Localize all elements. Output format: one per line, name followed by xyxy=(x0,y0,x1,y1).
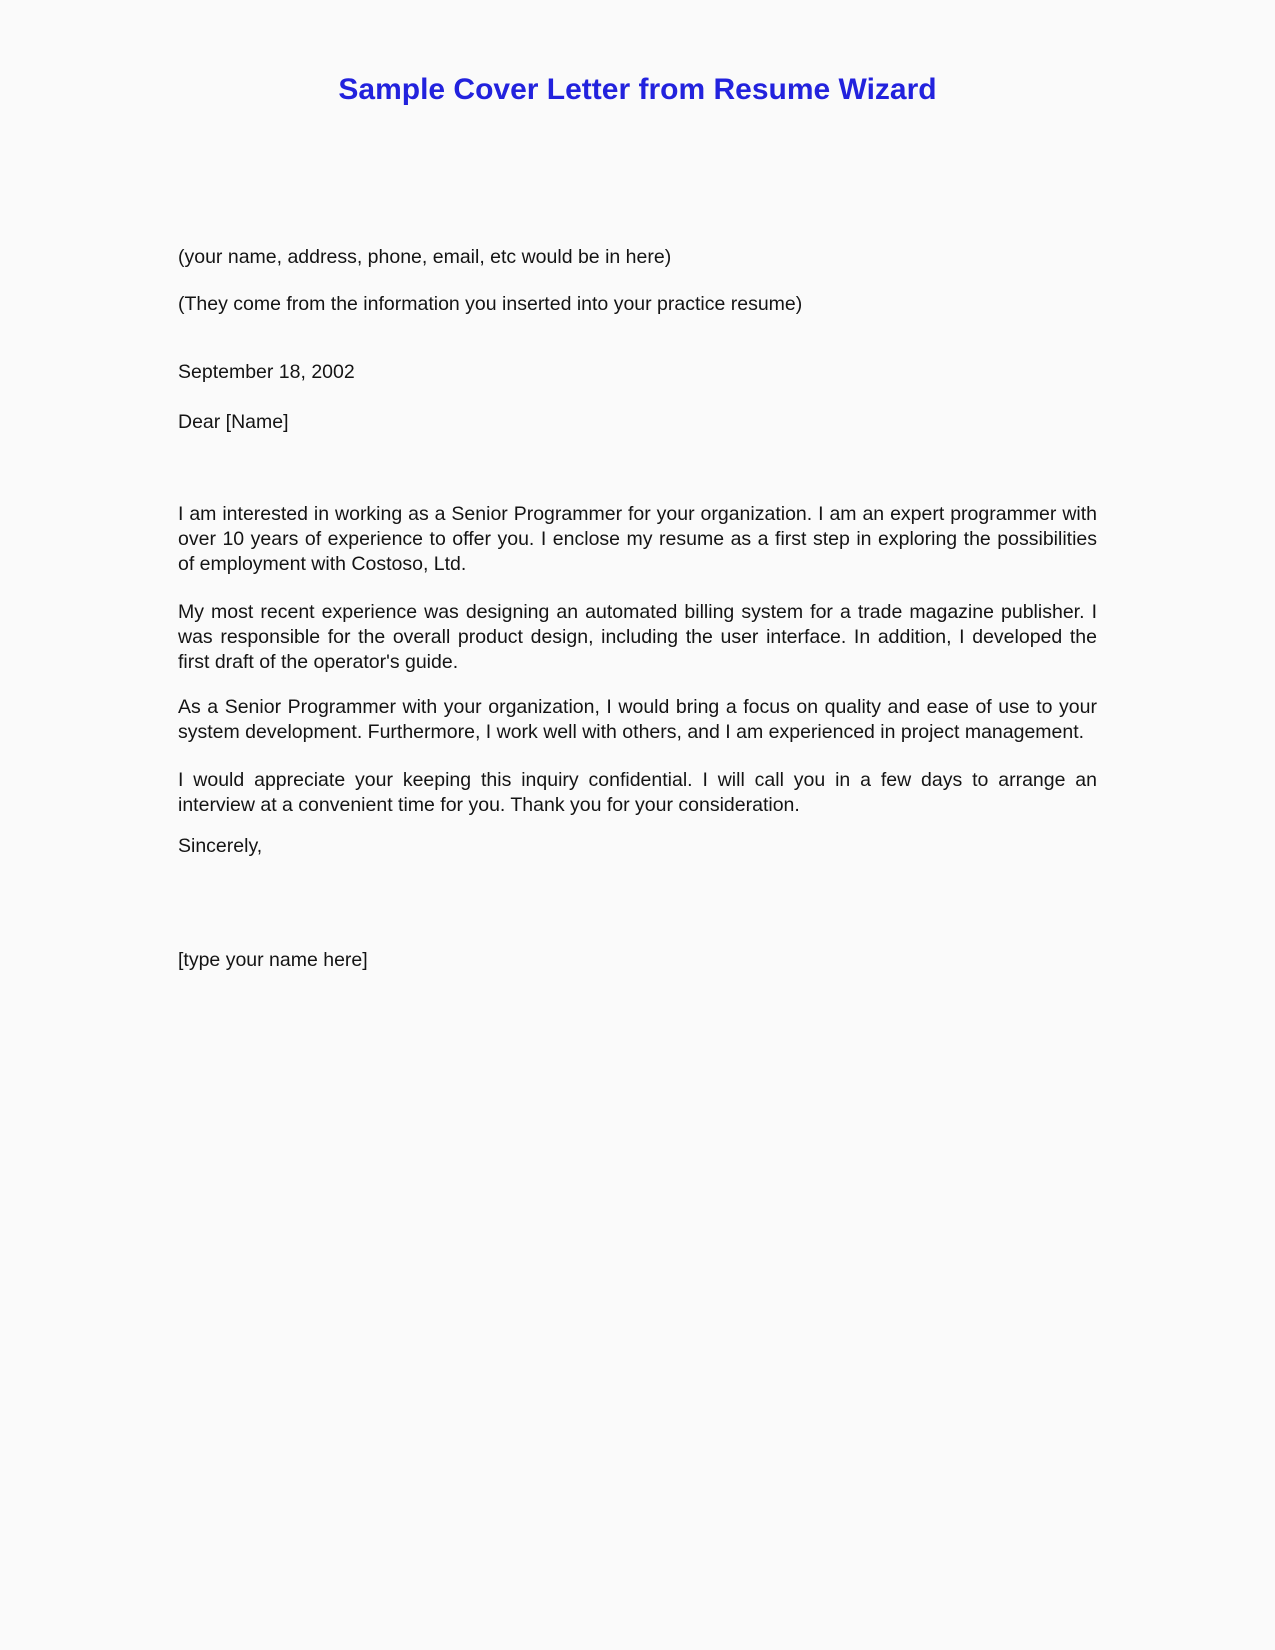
letter-paragraph: I am interested in working as a Senior Programmer for your organization. I am an expert programmer with over 10 years of experience to offer you. I enclose my resume as a first step in exploring the possibilities of employment with Costoso, Ltd. xyxy=(178,503,1097,575)
letter-paragraph: My most recent experience was designing an automated billing system for a trade magazine publisher. I was responsible for the overall product design, including the user interface. In addition, I developed the first draft of the operator's guide. xyxy=(178,601,1097,673)
salutation: Dear [Name] xyxy=(178,411,289,433)
letter-body xyxy=(178,245,1097,973)
address-placeholder-line-2: (They come from the information you inserted into your practice resume) xyxy=(178,293,803,315)
page-title: Sample Cover Letter from Resume Wizard xyxy=(338,73,937,106)
letter-paragraph: As a Senior Programmer with your organization, I would bring a focus on quality and ease of use to your system development. Furthermore, I work well with others, and I am experienced in project management. xyxy=(178,696,1097,743)
closing: Sincerely, xyxy=(178,835,263,857)
address-placeholder-line-1: (your name, address, phone, email, etc would be in here) xyxy=(178,246,672,268)
letter-paragraph: I would appreciate your keeping this inquiry confidential. I will call you in a few days to arrange an interview at a convenient time for you. Thank you for your consideration. xyxy=(178,769,1097,816)
letter-date: September 18, 2002 xyxy=(178,361,355,383)
signature-placeholder: [type your name here] xyxy=(178,949,368,971)
